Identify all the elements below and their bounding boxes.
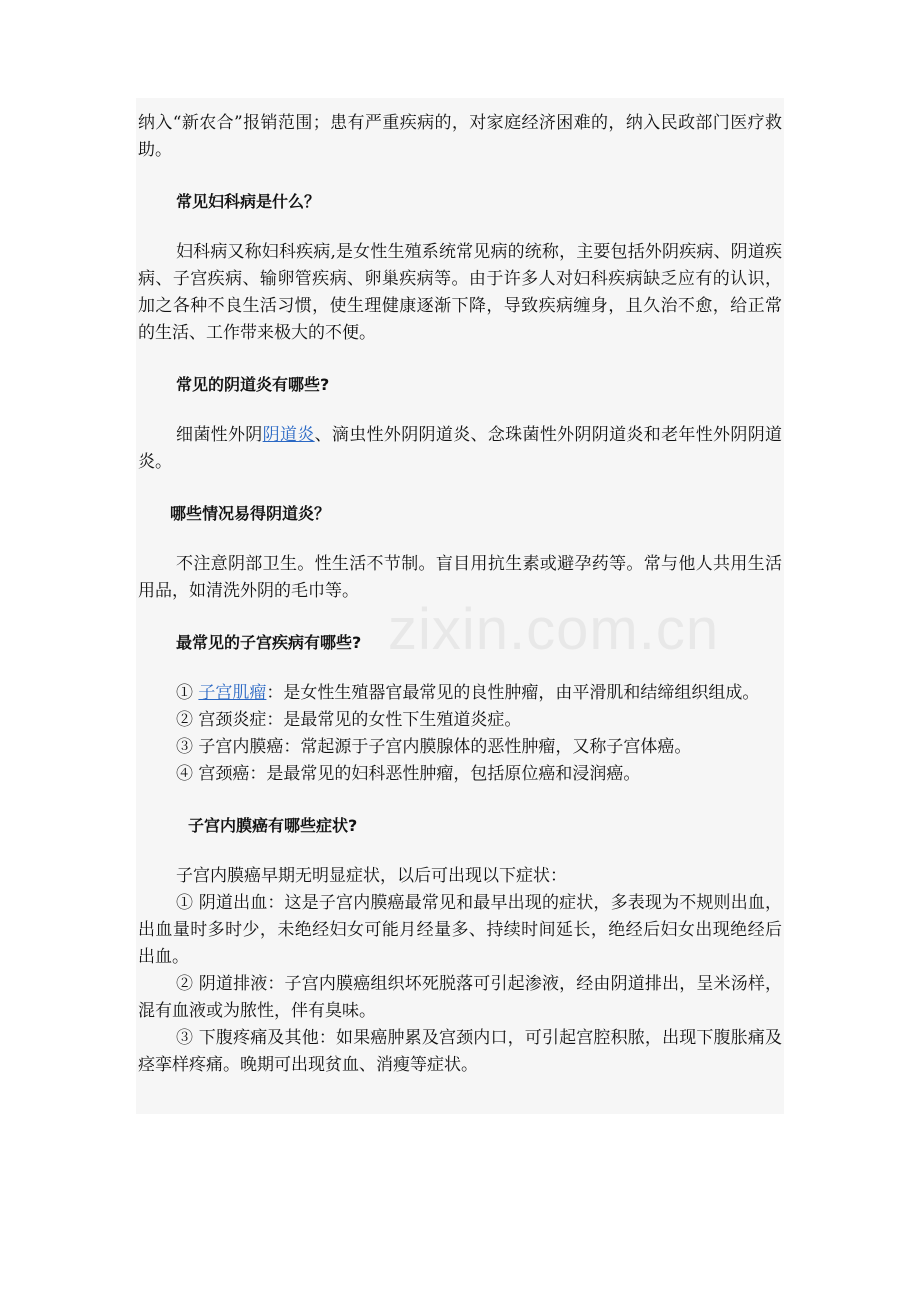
paragraph-vaginitis-types [138,422,782,476]
link-uterine-fibroids[interactable]: 子宫肌瘤 [198,683,267,703]
list-item-text: 下腹疼痛及其他：如果癌肿累及宫颈内口，可引起宫腔积脓，出现下腹胀痛及痉挛样疼痛。晚期可出现贫血、消瘦等症状。 [138,1028,783,1075]
list-marker: ① [176,683,193,703]
list-item-text: ：是女性生殖器官最常见的良性肿瘤，由平滑肌和结缔组织组成。 [266,683,760,703]
list-item-uterine-2 [138,707,782,734]
heading-vaginitis-types: 常见的阴道炎有哪些? [176,375,330,394]
list-item-symptom-2 [138,971,782,1025]
paragraph-vaginitis-causes: 不注意阴部卫生。性生活不节制。盲目用抗生素或避孕药等。常与他人共用生活用品，如清洗外阴的毛巾等。 [138,554,782,601]
heading-endometrial-symptoms: 子宫内膜癌有哪些症状? [188,816,358,835]
list-item-uterine-4 [138,761,782,788]
list-item-symptom-3 [138,1025,782,1079]
list-marker: ③ [176,1028,194,1048]
text-segment: 细菌性外阴 [176,425,263,445]
list-marker: ② [176,710,193,730]
list-marker: ② [176,974,194,994]
list-item-text: 宫颈癌：是最常见的妇科恶性肿瘤，包括原位癌和浸润癌。 [198,764,641,784]
list-item-text: 阴道出血：这是子宫内膜癌最常见和最早出现的症状，多表现为不规则出血，出血量时多时少，未绝经妇女可能月经量多、持续时间延长，绝经后妇女出现绝经后出血。 [138,893,783,967]
list-marker: ③ [176,737,193,757]
list-item-symptom-1 [138,890,782,971]
heading-common-gyn-disease: 常见妇科病是什么？ [176,192,321,211]
heading-uterine-diseases: 最常见的子宫疾病有哪些? [176,633,362,652]
paragraph-endometrial-lead: 子宫内膜癌早期无明显症状，以后可出现以下症状： [176,866,567,886]
list-item-uterine-3 [138,734,782,761]
list-item-text: 子宫内膜癌：常起源于子宫内膜腺体的恶性肿瘤，又称子宫体癌。 [198,737,692,757]
list-item-uterine-1 [138,680,782,707]
document-body [138,110,782,1079]
link-vaginitis[interactable]: 阴道炎 [262,425,315,445]
text-segment: 、滴虫性外阴阴道炎、念珠菌性外阴阴道炎和老年性外阴阴道炎。 [138,425,783,472]
list-item-text: 宫颈炎症：是最常见的女性下生殖道炎症。 [198,710,522,730]
list-marker: ① [176,893,194,913]
paragraph-gyn-disease: 妇科病又称妇科疾病,是女性生殖系统常见病的统称，主要包括外阴疾病、阴道疾病、子宫疾病、输卵管疾病、卵巢疾病等。由于许多人对妇科疾病缺乏应有的认识，加之各种不良生活习惯，使生理健康逐渐下降，导致疾病缠身，且久治不愈，给正常的生活、工作带来极大的不便。 [138,242,782,343]
intro-paragraph: 纳入“新农合”报销范围；患有严重疾病的，对家庭经济困难的，纳入民政部门医疗救助。 [138,113,782,160]
list-item-text: 阴道排液：子宫内膜癌组织坏死脱落可引起渗液，经由阴道排出，呈米汤样，混有血液或为脓性，伴有臭味。 [138,974,783,1021]
list-marker: ④ [176,764,193,784]
heading-vaginitis-causes: 哪些情况易得阴道炎？ [170,504,331,523]
